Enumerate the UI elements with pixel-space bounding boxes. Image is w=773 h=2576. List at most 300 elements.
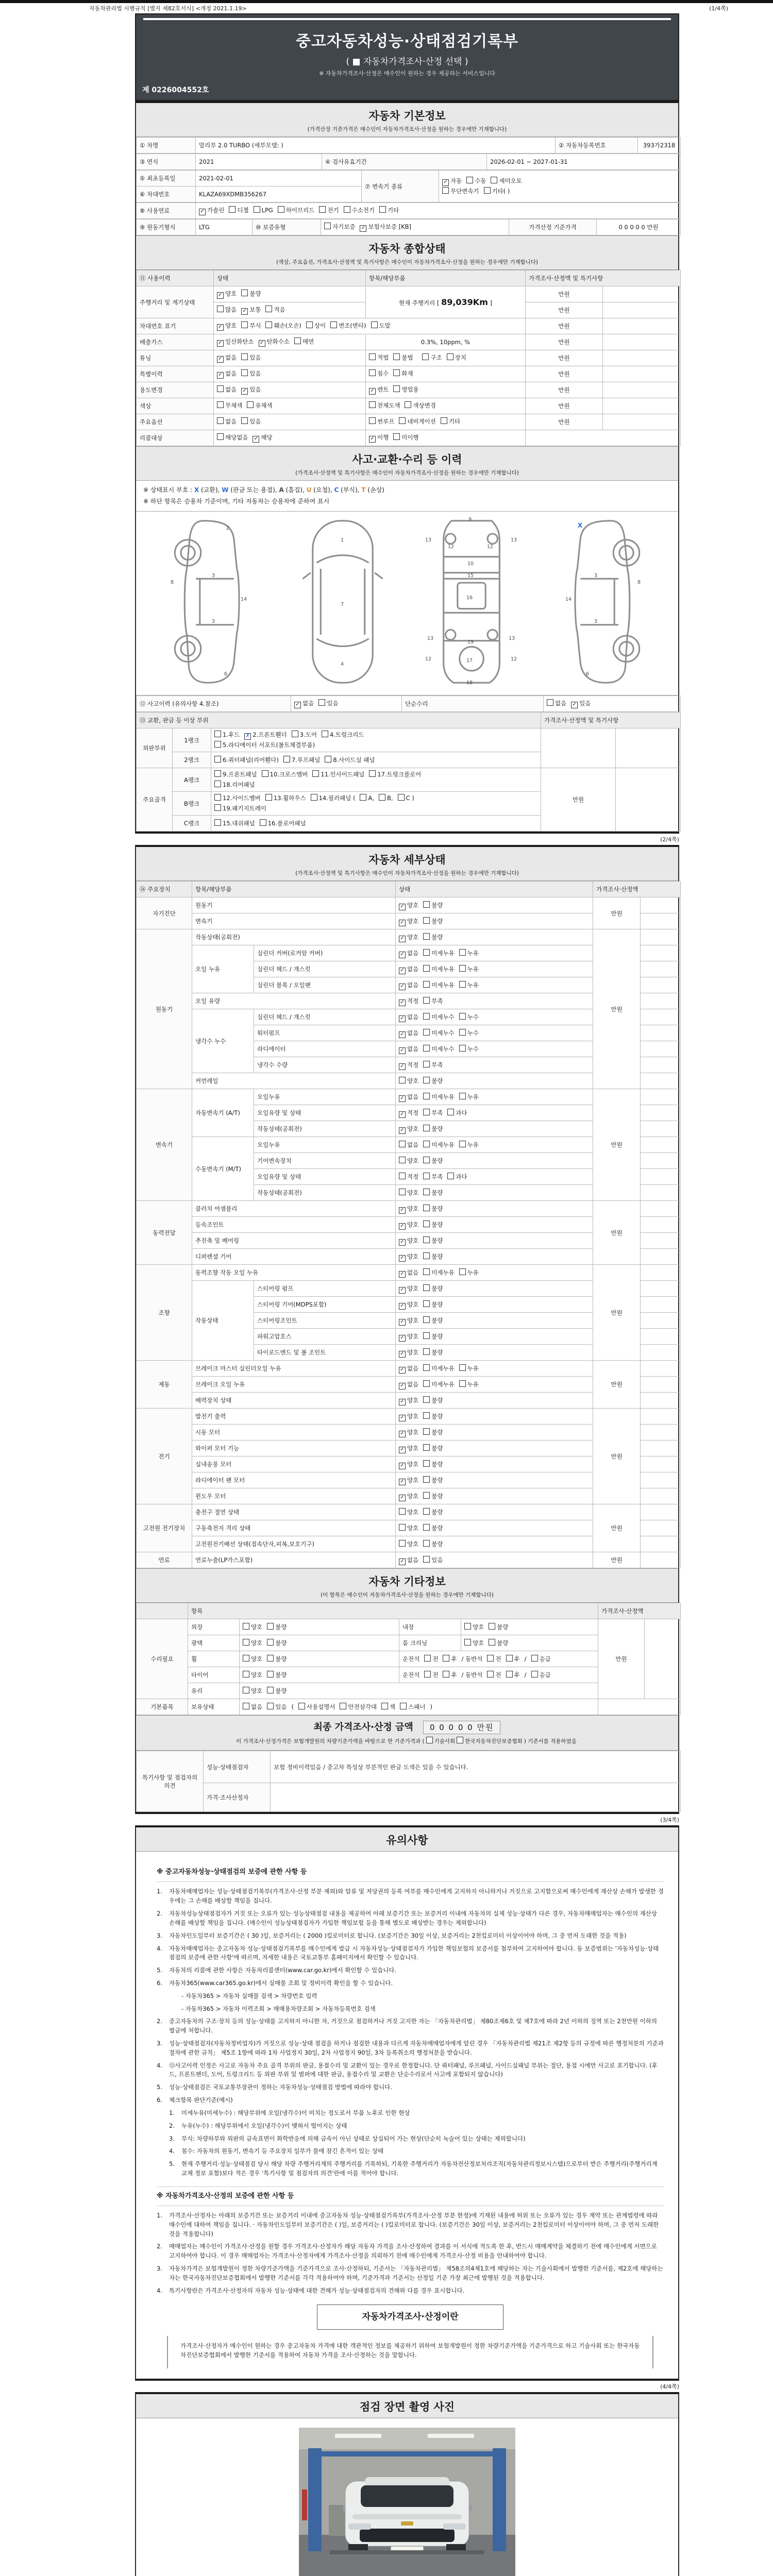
checkbox — [531, 1671, 538, 1677]
cell: 등속조인트 — [192, 1217, 396, 1233]
cell — [366, 430, 526, 446]
checkbox — [442, 187, 449, 194]
check-option — [369, 770, 421, 780]
checkbox: ✓ — [399, 1479, 406, 1485]
checkbox-label: 없음 — [407, 1364, 419, 1372]
check-option — [399, 1060, 418, 1071]
checkbox — [423, 1524, 430, 1531]
cell: A랭크 — [173, 768, 211, 792]
checkbox: ✓ — [399, 1207, 406, 1214]
cell: ② 자동차등록번호 — [556, 138, 638, 154]
checkbox-label: 양호 — [407, 1189, 419, 1196]
cell: 만원 — [593, 1504, 641, 1552]
table-row — [137, 1603, 681, 1619]
cell — [396, 1137, 593, 1153]
notice-text: 미세누유(미세누수) : 해당부위에 오일(냉각수)이 비치는 정도로서 부품 노후로 인한 현상 — [181, 2109, 410, 2116]
check-option — [423, 1476, 443, 1486]
basic-info-row2 — [136, 154, 681, 170]
checkbox-label: 불량 — [431, 1492, 443, 1500]
cell: 상태 — [396, 882, 593, 897]
checkbox — [423, 1268, 430, 1275]
notice-subitem — [169, 1992, 664, 2001]
check-option — [322, 730, 364, 740]
note-segment: U — [306, 486, 312, 494]
cell: 타이어 — [188, 1667, 240, 1683]
cell: 주요골격 — [137, 768, 173, 832]
cell — [211, 816, 541, 832]
checkbox: ✓ — [253, 436, 259, 443]
check-text: ( — [291, 1703, 294, 1710]
checkbox-label: 불량 — [431, 1412, 443, 1420]
cell — [214, 350, 366, 366]
cell: 배력장치 상태 — [192, 1393, 396, 1409]
notice-list-3 — [157, 2211, 664, 2296]
page-head — [89, 4, 728, 12]
pricing-definition-desc: 가격조사·산정자가 매수인이 원하는 경우 중고자동차 가격에 대한 객관적인 정보를 제공하기 위하여 보험개발원이 정한 차량기준가액을 기준가격으로 하고 기술사회 또는 한국자동차진단보증협회에서 발행한 기준서를 적용하여 자동차 가격을 조사·산정하는 것을 말합니다. — [167, 2336, 653, 2368]
checkbox — [283, 756, 290, 762]
checkbox — [318, 699, 325, 706]
notice-item — [157, 2017, 664, 2036]
cell — [211, 792, 541, 816]
cell: 만원 — [526, 350, 603, 366]
check-option — [442, 176, 462, 187]
top-border — [0, 0, 773, 3]
cell: 2026-02-01 ~ 2027-01-31 — [487, 154, 681, 170]
cell — [641, 1361, 681, 1377]
check-option — [423, 1555, 443, 1566]
note-segment: ※ 상태표시 부호 : — [143, 486, 194, 494]
checkbox — [393, 433, 400, 440]
page1-section — [135, 101, 679, 834]
cell: 충전구 절연 상태 — [192, 1504, 396, 1520]
notice-text: 현재 주행거리·성능·상태점검 당시 해당 차량 주행거리계의 주행거리를 기록하되, 기록한 주행거리가 자동차전산정보처리조직(자동차관리정보시스템)으로부터 받은 주행거리(주행거리계 교체 정보 포함)보다 적은 경우 '특기사항 및 점검자의 의견'란에 이를 적어야 합니다. — [181, 2160, 658, 2177]
cell: 만원 — [593, 1201, 641, 1265]
check-option — [424, 1670, 438, 1681]
check-option — [399, 1076, 418, 1087]
checkbox — [423, 949, 430, 956]
report-header — [135, 13, 679, 101]
basic-info-row34 — [136, 170, 681, 202]
checkbox-label: 양호 — [251, 1623, 263, 1631]
cell — [396, 1297, 593, 1313]
checkbox — [487, 1655, 494, 1662]
check-option — [399, 1555, 418, 1566]
check-option — [371, 321, 391, 331]
checkbox-label: 양호 — [407, 1428, 419, 1436]
checkbox — [464, 1639, 471, 1646]
cell: 상태 — [214, 270, 366, 286]
checkbox-label: 양호 — [407, 1221, 419, 1228]
checkbox-label: 적정 — [407, 1109, 419, 1116]
cell: 가격·조사산정자 — [204, 1783, 271, 1812]
checkbox-label: 7.루프패널 — [291, 756, 321, 764]
checkbox — [423, 1077, 430, 1083]
cell: ⑨ 원동기형식 — [137, 219, 196, 235]
check-option — [360, 793, 374, 804]
checkbox — [243, 1623, 249, 1630]
table-row — [137, 1265, 681, 1281]
check-option — [423, 1300, 443, 1310]
notice-text: 자동차가격은 보험개발원이 정한 차량기준가액을 기준가격으로 조사·산정하되, 기준서는 「자동차관리법」 제58조의4제1호에 해당하는 자는 기술사회에서 발행한 기준서를, 제2호에 해당하는 자는 한국자동차진단보증협회에서 발행한 기준서를 각각 적용하여야 하며, 기준가격과 기준서는 산정일 기준 가장 최근에 발행된 것을 적용합니다. — [169, 2264, 663, 2281]
check-option — [484, 187, 510, 197]
cell — [641, 1121, 681, 1137]
checkbox — [217, 417, 224, 424]
checkbox-label: 해당없음 — [225, 434, 248, 442]
checkbox — [423, 1492, 430, 1499]
checkbox — [324, 223, 331, 229]
checkbox-label: 잭 — [390, 1703, 396, 1710]
cell: ⑬ 교환, 판금 등 이상 부위 — [137, 713, 541, 728]
cell — [641, 1345, 681, 1361]
check-option — [217, 385, 237, 395]
cell — [396, 1393, 593, 1409]
cell: 용도변경 — [137, 382, 214, 398]
checkbox — [243, 1671, 249, 1677]
notice-subitem — [169, 2122, 664, 2131]
cell: 만원 — [593, 1265, 641, 1361]
check-option — [229, 206, 248, 216]
check-option — [423, 1364, 454, 1374]
check-option — [399, 1444, 418, 1454]
cell — [439, 171, 681, 202]
detail-band — [136, 847, 678, 881]
checkbox — [393, 369, 400, 376]
check-option — [217, 337, 254, 347]
check-option — [325, 755, 375, 766]
checkbox-label: 불량 — [431, 1348, 443, 1356]
checkbox — [381, 1703, 388, 1709]
cell: 워터펌프 — [254, 1025, 396, 1041]
cell: 2021-02-01 — [196, 171, 362, 187]
checkbox — [423, 981, 430, 988]
cell — [641, 1089, 681, 1105]
table-row — [137, 929, 681, 945]
check-text: ) — [430, 1703, 432, 1710]
cell — [641, 1217, 681, 1233]
cell: 고전원 전기장치 — [137, 1504, 192, 1552]
check-option — [459, 1140, 479, 1150]
checkbox-label: 18.리어패널 — [223, 781, 255, 788]
checkbox — [214, 804, 221, 811]
check-option — [393, 369, 413, 379]
page-marker-3: (3/4쪽) — [660, 1817, 679, 1824]
check-option — [423, 1188, 443, 1198]
notice-item — [157, 2242, 664, 2261]
cell: 연료 — [137, 1552, 192, 1568]
comprehensive-subtitle: (색상, 주요옵션, 가격조사·산정액 및 특기사항은 매수인이 자동차가격조사·산정을 원하는 경우에만 기재합니다) — [276, 259, 538, 265]
cell — [214, 286, 366, 302]
checkbox — [459, 1045, 466, 1052]
checkbox-label: 세미오토 — [499, 177, 522, 184]
cell: 광택 — [188, 1635, 240, 1651]
notice-text: 매매업자는 매수인이 가격조사·산정을 원할 경우 가격조사·산정자가 해당 자동차 가격을 조사·산정하여 결과를 이 서식에 적도록 한 후, 반드시 매매계약을 체결하기 전에 매수인에게 서면으로 고지하여야 합니다. 이 경우 매매업자는 가격조사·산정자에게 가격조사·산정을 의뢰하기 전에 매수인에게 가격조사·산정 비용을 안내하여야 합니다. — [169, 2243, 657, 2260]
car-outline-left-icon — [162, 517, 265, 687]
cell — [603, 414, 681, 430]
checkbox-label: 누유 — [467, 949, 479, 957]
notice-list-2 — [157, 2017, 664, 2178]
cell: 디퍼렌셜 기어 — [192, 1249, 396, 1265]
accident-band — [136, 446, 678, 481]
final-price-amount: 0 0 0 0 0 만원 — [423, 1721, 501, 1734]
diagram-part-number: 7 — [341, 602, 344, 608]
table-row — [137, 1783, 681, 1812]
checkbox-label: A, — [368, 794, 374, 802]
checkbox-label: 응급 — [539, 1655, 551, 1663]
detail-subtitle: (가격조사·산정액 및 특기사항은 매수인이 자동차가격조사·산정을 원하는 경우에만 기재합니다) — [295, 870, 519, 877]
checkbox — [423, 1205, 430, 1211]
table-row — [137, 382, 681, 398]
check-option — [399, 1284, 418, 1294]
notice-text: 6. — [157, 2096, 162, 2104]
cell: 윈도우 모터 — [192, 1488, 396, 1504]
checkbox: ✓ — [399, 1063, 406, 1070]
checkbox — [243, 1639, 249, 1646]
check-option — [241, 385, 261, 395]
checkbox — [399, 417, 406, 424]
notice-item — [157, 1966, 664, 1975]
table-row — [137, 270, 681, 286]
checkbox-label: 없음 — [407, 1556, 419, 1564]
checkbox — [217, 433, 224, 440]
cell — [641, 945, 681, 961]
diagram-part-number: 17 — [466, 658, 473, 664]
checkbox — [447, 1109, 454, 1115]
checkbox-label: 이행 — [377, 434, 389, 442]
checkbox-label: 불량 — [431, 1205, 443, 1212]
cell: 만원 — [526, 398, 603, 414]
checkbox — [424, 1655, 431, 1662]
checkbox — [459, 949, 466, 956]
checkbox — [424, 1671, 431, 1677]
check-option — [423, 1060, 443, 1071]
checkbox — [292, 731, 298, 737]
notice-item — [157, 2096, 664, 2105]
check-option — [369, 369, 389, 379]
check-option — [399, 996, 418, 1007]
cell — [461, 1619, 598, 1635]
cell: 작동상태(공회전) — [254, 1185, 396, 1201]
odometer-value: 89,039Km — [441, 297, 488, 307]
cell: 만원 — [593, 1361, 641, 1409]
cell: 스티어링 펌프 — [254, 1281, 396, 1297]
checkbox — [399, 1189, 406, 1195]
check-option — [399, 901, 418, 911]
checkbox-label: 하이브리드 — [285, 207, 315, 214]
checkbox — [447, 353, 453, 360]
checkbox — [423, 1556, 430, 1563]
cell — [214, 382, 366, 398]
checkbox-label: 양호 — [407, 1077, 419, 1084]
check-option — [267, 1622, 287, 1633]
checkbox-label: 미세누유 — [431, 1364, 455, 1372]
cell: 393가2318 — [638, 138, 681, 154]
cell — [396, 1472, 593, 1488]
diagram-part-number: 1 — [341, 537, 344, 543]
checkbox-label: 없음 — [225, 354, 237, 362]
checkbox — [423, 1316, 430, 1323]
cell — [396, 1536, 593, 1552]
checkbox-label: 렌트 — [377, 386, 389, 394]
checkbox-label: 화재 — [401, 370, 413, 378]
detail-table — [136, 881, 681, 1568]
cell — [641, 1233, 681, 1249]
check-option — [241, 353, 261, 363]
basic-info-title: 자동차 기본정보 — [368, 110, 446, 122]
checkbox-label: 없음 — [407, 1029, 419, 1037]
checkbox — [214, 756, 221, 762]
cell: 냉각수 누수 — [192, 1009, 254, 1073]
cell — [396, 1520, 593, 1536]
checkbox-label: 양호 — [407, 1524, 419, 1532]
check-option — [243, 1670, 262, 1681]
cell: 배출가스 — [137, 334, 214, 350]
check-option — [265, 321, 301, 331]
notice-item — [157, 1931, 664, 1941]
check-option — [312, 770, 364, 780]
diagram-part-number: 12 — [448, 544, 455, 550]
cell — [211, 768, 541, 792]
check-option — [399, 1252, 418, 1262]
cell: 룸 크리닝 — [399, 1635, 461, 1651]
checkbox-label: 미세누유 — [431, 1141, 455, 1148]
notice-text: 자동차매매업자는 중고자동차 성능·상태점검기록부를 매수인에게 발급 시 자동차성능·상태점검자가 가입한 책임보험의 보증서를 첨부하여 고지하여야 합니다. 동 보증범위는 '자동차성능·상태점검의 보증에 관한 사항'에 따르며, 자세한 내용은 국토교통부 홈페이지에서 확인할 수 있습니다. — [169, 1944, 659, 1961]
check-option — [441, 417, 460, 427]
check-option — [369, 401, 400, 411]
diagram-part-number: 3 — [212, 619, 215, 625]
cell — [396, 1201, 593, 1217]
checkbox-label: 불량 — [431, 1157, 443, 1164]
checkbox-label: 없음 — [407, 1380, 419, 1388]
checkbox: ✓ — [399, 1319, 406, 1326]
cell — [396, 1217, 593, 1233]
cell — [641, 1281, 681, 1297]
etc-table — [136, 1603, 678, 1715]
table-row — [137, 398, 681, 414]
check-option — [399, 417, 436, 427]
photo-front-illustration — [299, 2428, 515, 2576]
check-option — [443, 1670, 457, 1681]
cell: 오일유량 및 상태 — [254, 1105, 396, 1121]
check-option — [423, 1028, 454, 1039]
check-option — [423, 1380, 454, 1390]
cell: 만원 — [593, 1552, 641, 1568]
cell — [645, 1619, 681, 1699]
checkbox-label: 적정 — [407, 997, 419, 1005]
cell: 휠 — [188, 1651, 240, 1667]
checkbox — [214, 781, 221, 787]
cell: 주행거리 및 계기상태 — [137, 286, 214, 318]
checkbox-label: 전 — [432, 1671, 439, 1679]
cell: 특별이력 — [137, 366, 214, 382]
cell — [214, 318, 526, 334]
cell: 냉각수 수량 — [254, 1057, 396, 1073]
cell — [616, 768, 681, 832]
final-price-note — [136, 1735, 678, 1751]
checkbox-label: 양호 — [473, 1639, 484, 1647]
check-option — [217, 369, 237, 379]
check-option — [267, 1670, 287, 1681]
check-option — [393, 433, 418, 443]
checkbox-label: 14.필러패널 ( — [318, 794, 356, 802]
cell: 오일누유 — [254, 1137, 396, 1153]
exchange-panel-table — [136, 712, 681, 832]
checkbox — [423, 965, 430, 972]
check-option — [423, 917, 443, 927]
checkbox-label: 미세누유 — [431, 965, 455, 973]
check-option — [423, 1444, 443, 1454]
checkbox: ✓ — [399, 1031, 406, 1038]
checkbox-label: 6.쿼터패널(리어휀다) — [223, 756, 279, 764]
note-segment: T — [361, 486, 366, 494]
checkbox: ✗ — [244, 733, 251, 740]
notice-item — [157, 1909, 664, 1928]
cell — [211, 728, 541, 752]
check-text: / — [524, 1655, 527, 1663]
basic-info-band — [136, 103, 678, 137]
checkbox-label: 일산화탄소 — [225, 338, 254, 346]
page4-section — [135, 2392, 679, 2576]
notice-subitem — [169, 2160, 664, 2178]
check-option — [399, 1492, 418, 1502]
check-option — [399, 1044, 418, 1055]
checkbox: ✓ — [399, 1255, 406, 1262]
check-option — [399, 1172, 418, 1182]
checkbox: ✓ — [399, 1447, 406, 1453]
check-option — [298, 1702, 335, 1713]
checkbox-label: 전 — [432, 1655, 439, 1663]
checkbox — [214, 819, 221, 826]
cell: 라디에이터 — [254, 1041, 396, 1057]
check-option — [459, 1380, 479, 1390]
checkbox — [262, 770, 268, 777]
checkbox-label: 썬루프 — [377, 418, 395, 426]
check-option — [243, 1654, 262, 1665]
check-option — [457, 1737, 523, 1747]
check-option — [344, 206, 375, 216]
diagram-part-number: 13 — [427, 636, 434, 642]
basic-info-row5 — [136, 202, 681, 219]
checkbox-label: 불량 — [431, 1077, 443, 1084]
checkbox — [423, 1221, 430, 1227]
checkbox — [319, 206, 326, 213]
checkbox-label: 디젤 — [237, 207, 249, 214]
diagram-part-number: 3 — [594, 619, 598, 625]
check-option — [423, 933, 443, 943]
cell — [641, 1265, 681, 1281]
cell: 만원 — [593, 929, 641, 1089]
check-option — [399, 1268, 418, 1278]
diagram-part-number: 12 — [511, 656, 517, 662]
cell: 스티어링 기어(MDPS포함) — [254, 1297, 396, 1313]
cell — [603, 302, 681, 318]
car-diagram-top — [291, 517, 394, 687]
check-option — [399, 964, 418, 975]
note-segment: (흠집), — [283, 486, 307, 494]
cell: LTG — [196, 219, 253, 235]
cell — [321, 219, 509, 235]
checkbox-label: 보험사보증 [KB] — [368, 223, 412, 231]
checkbox-label: 17.트렁크플로어 — [377, 771, 422, 778]
cell — [641, 1249, 681, 1265]
cell: 만원 — [526, 382, 603, 398]
checkbox-label: 적법 — [377, 354, 389, 362]
check-option — [319, 206, 339, 216]
car-diagram-left-side — [162, 517, 265, 687]
cell — [240, 1683, 598, 1699]
checkbox-label: 유채색 — [255, 402, 273, 410]
checkbox-label: 기타 — [448, 418, 461, 426]
table-row — [137, 696, 681, 712]
